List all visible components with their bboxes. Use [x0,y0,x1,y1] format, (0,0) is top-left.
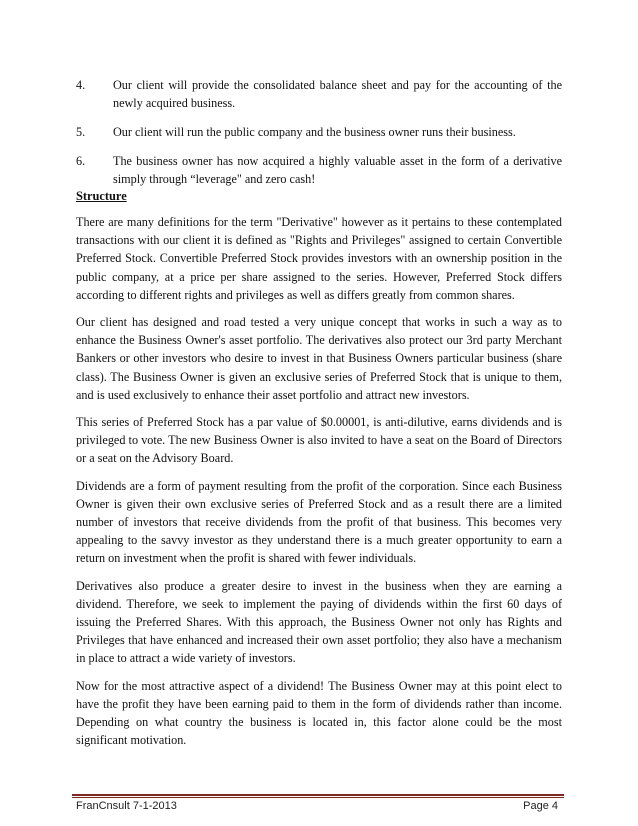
paragraph: Dividends are a form of payment resulting from the profit of the corporation. Since each Business Owner is given their own exclusive series of Preferred Stock and as a result there are a limited number of investors that receive dividends from the profit of that business. This becomes very appealing to the savvy investor as they understand there is a much greater opportunity to earn a return on investment when the profit is shared with fewer individuals. [76,478,562,566]
paragraph: Our client has designed and road tested a very unique concept that works in such a way as to enhance the Business Owner's asset portfolio. The derivatives also protect our 3rd party Merchant Bankers or other investors who desire to invest in that Business Owners particular business (share class). The Business Owner is given an exclusive series of Preferred Stock that is unique to them, and is used exclusively to enhance their asset portfolio and attract new investors. [76,315,562,402]
footer-divider [72,794,564,796]
list-number: 5. [76,125,86,139]
paragraph: This series of Preferred Stock has a par value of $0.00001, is anti-dilutive, earns dividends and is privileged to vote. The new Business Owner is also invited to have a seat on the Board of Directors or a seat on the Advisory Board. [76,415,562,466]
numbered-list [76,76,562,199]
section-heading: Structure [76,189,127,203]
list-number: 6. [76,154,86,168]
paragraph: There are many definitions for the term "Derivative" however as it pertains to these contemplated transactions with our client it is defined as "Rights and Privileges" assigned to certain Convertible Preferred Stock. Convertible Preferred Stock provides investors with an ownership position in the public company, at a price per share assigned to the series. However, Preferred Stock differs according to different rights and privileges as well as differs greatly from common shares. [76,215,562,302]
footer-company-date: FranCnsult 7-1-2013 [76,800,177,812]
list-text: The business owner has now acquired a highly valuable asset in the form of a derivative simply through “leverage" and zero cash! [113,154,562,186]
list-text: Our client will provide the consolidated balance sheet and pay for the accounting of the newly acquired business. [113,78,562,110]
list-item [76,76,562,112]
paragraph: Now for the most attractive aspect of a dividend! The Business Owner may at this point elect to have the profit they have been earning paid to them in the form of dividends rather than income. Depending on what country the business is located in, this factor alone could be the most significant motivation. [76,678,562,748]
paragraph: Derivatives also produce a greater desire to invest in the business when they are earning a dividend. Therefore, we seek to implement the paying of dividends within the first 60 days of issuing the Preferred Shares. With this approach, the Business Owner not only has Rights and Privileges that have enhanced and increased their own asset portfolio; they also have a mechanism in place to attract a wide variety of investors. [76,578,562,666]
body-text [76,213,562,758]
list-number: 4. [76,78,86,92]
footer-divider-thin [72,797,564,798]
list-item [76,123,562,141]
list-text: Our client will run the public company and the business owner runs their business. [113,125,516,139]
list-item [76,152,562,188]
footer-page-number: Page 4 [523,800,558,812]
